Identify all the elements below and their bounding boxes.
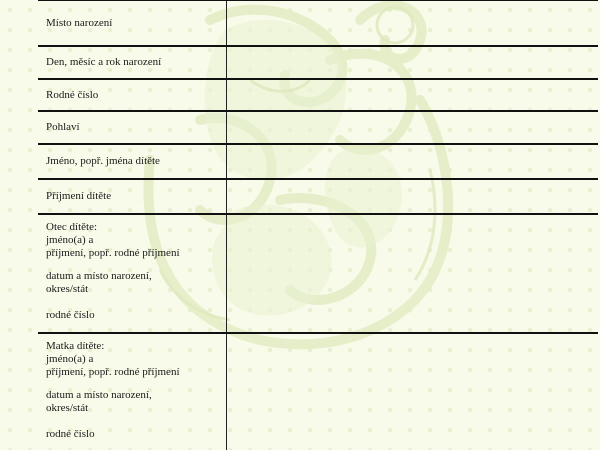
mother-value — [227, 333, 599, 450]
father-label-block — [38, 214, 227, 333]
child-name-value — [227, 144, 599, 179]
table-row-birthplace — [38, 0, 598, 46]
mother-name-line1: jméno(a) a — [46, 353, 94, 365]
table-row-birthdate — [38, 46, 598, 79]
birth-record-table — [38, 0, 598, 450]
father-id-label: rodné číslo — [46, 309, 95, 321]
father-name-line1: jméno(a) a — [46, 234, 94, 246]
birthplace-label: Místo narození — [38, 0, 227, 46]
father-heading: Otec dítěte: — [46, 221, 98, 233]
table-row-id-number — [38, 79, 598, 111]
birthdate-label: Den, měsíc a rok narození — [38, 46, 227, 79]
mother-id-label: rodné číslo — [46, 428, 95, 440]
table-row-mother — [38, 333, 598, 450]
table-row-sex — [38, 111, 598, 144]
child-surname-value — [227, 179, 599, 214]
id-number-value — [227, 79, 599, 111]
mother-birth-line1: datum a místo narození, — [46, 389, 152, 401]
mother-heading: Matka dítěte: — [46, 340, 105, 352]
child-surname-label: Příjmení dítěte — [38, 179, 227, 214]
father-birth-line1: datum a místo narození, — [46, 270, 152, 282]
father-value — [227, 214, 599, 333]
table-row-child-name — [38, 144, 598, 179]
mother-name-line2: příjmení, popř. rodné příjmení — [46, 366, 180, 378]
father-birth-line2: okres/stát — [46, 283, 89, 295]
father-name-line2: příjmení, popř. rodné příjmení — [46, 247, 180, 259]
table-row-child-surname — [38, 179, 598, 214]
sex-label: Pohlaví — [38, 111, 227, 144]
birthplace-value — [227, 0, 599, 46]
birthdate-value — [227, 46, 599, 79]
child-name-label: Jméno, popř. jména dítěte — [38, 144, 227, 179]
id-number-label: Rodné číslo — [38, 79, 227, 111]
mother-birth-line2: okres/stát — [46, 402, 89, 414]
sex-value — [227, 111, 599, 144]
mother-label-block — [38, 333, 227, 450]
table-row-father — [38, 214, 598, 333]
